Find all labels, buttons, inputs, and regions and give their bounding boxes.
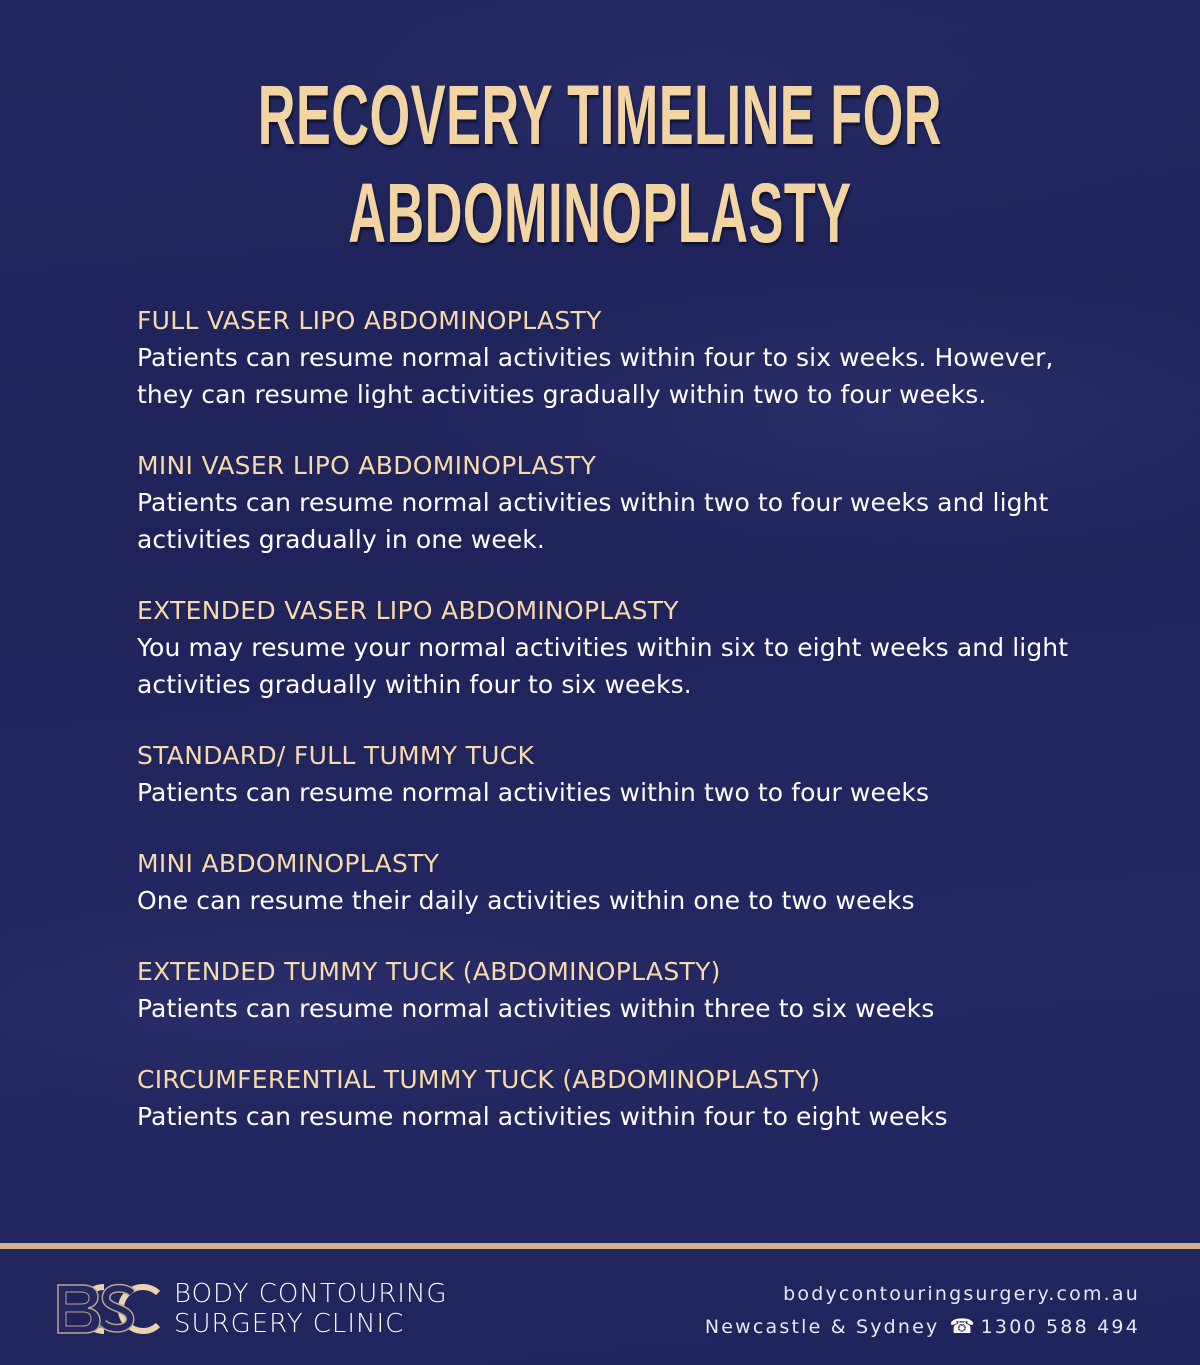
brand-name [174, 1279, 448, 1339]
bsc-logo-icon [54, 1281, 160, 1337]
section-extended-vaser-lipo [137, 593, 1117, 703]
section-heading: CIRCUMFERENTIAL TUMMY TUCK (ABDOMINOPLASTY) [137, 1065, 821, 1094]
section-body: Patients can resume normal activities within four to eight weeks [137, 1102, 948, 1131]
section-heading: MINI ABDOMINOPLASTY [137, 849, 440, 878]
title-line-1: RECOVERY TIMELINE FOR [257, 68, 943, 162]
title-line-2: ABDOMINOPLASTY [348, 166, 852, 260]
section-heading: EXTENDED TUMMY TUCK (ABDOMINOPLASTY) [137, 957, 721, 986]
section-mini-vaser-lipo [137, 448, 1117, 558]
phone-icon: ☎ [949, 1314, 977, 1338]
brand-logo [54, 1279, 448, 1339]
section-heading: MINI VASER LIPO ABDOMINOPLASTY [137, 451, 597, 480]
section-full-vaser-lipo [137, 303, 1117, 413]
section-heading: FULL VASER LIPO ABDOMINOPLASTY [137, 306, 602, 335]
recovery-sections [137, 303, 1117, 1170]
phone-number[interactable]: 1300 588 494 [980, 1316, 1140, 1338]
section-heading: STANDARD/ FULL TUMMY TUCK [137, 741, 535, 770]
website-link[interactable]: bodycontouringsurgery.com.au [783, 1283, 1140, 1305]
section-body: Patients can resume normal activities within two to four weeks [137, 778, 930, 807]
section-body: Patients can resume normal activities within two to four weeks and light activities gradually in one week. [137, 488, 1049, 554]
section-standard-tummy-tuck [137, 738, 1117, 811]
section-extended-tummy-tuck [137, 954, 1117, 1027]
section-circumferential-tummy-tuck [137, 1062, 1117, 1135]
page-title [228, 66, 972, 262]
section-body: One can resume their daily activities within one to two weeks [137, 886, 915, 915]
location-phone-line [705, 1310, 1140, 1343]
section-body: Patients can resume normal activities within four to six weeks. However, they can resume light activities gradually within two to four weeks. [137, 343, 1054, 409]
footer-divider [0, 1243, 1200, 1249]
brand-name-line-2: SURGERY CLINIC [174, 1309, 405, 1339]
contact-info [705, 1278, 1140, 1343]
section-mini-abdominoplasty [137, 846, 1117, 919]
section-body: Patients can resume normal activities within three to six weeks [137, 994, 935, 1023]
section-heading: EXTENDED VASER LIPO ABDOMINOPLASTY [137, 596, 679, 625]
section-body: You may resume your normal activities within six to eight weeks and light activities gradually within four to six weeks. [137, 633, 1069, 699]
brand-name-line-1: BODY CONTOURING [174, 1279, 448, 1309]
locations-text: Newcastle & Sydney [704, 1316, 940, 1338]
